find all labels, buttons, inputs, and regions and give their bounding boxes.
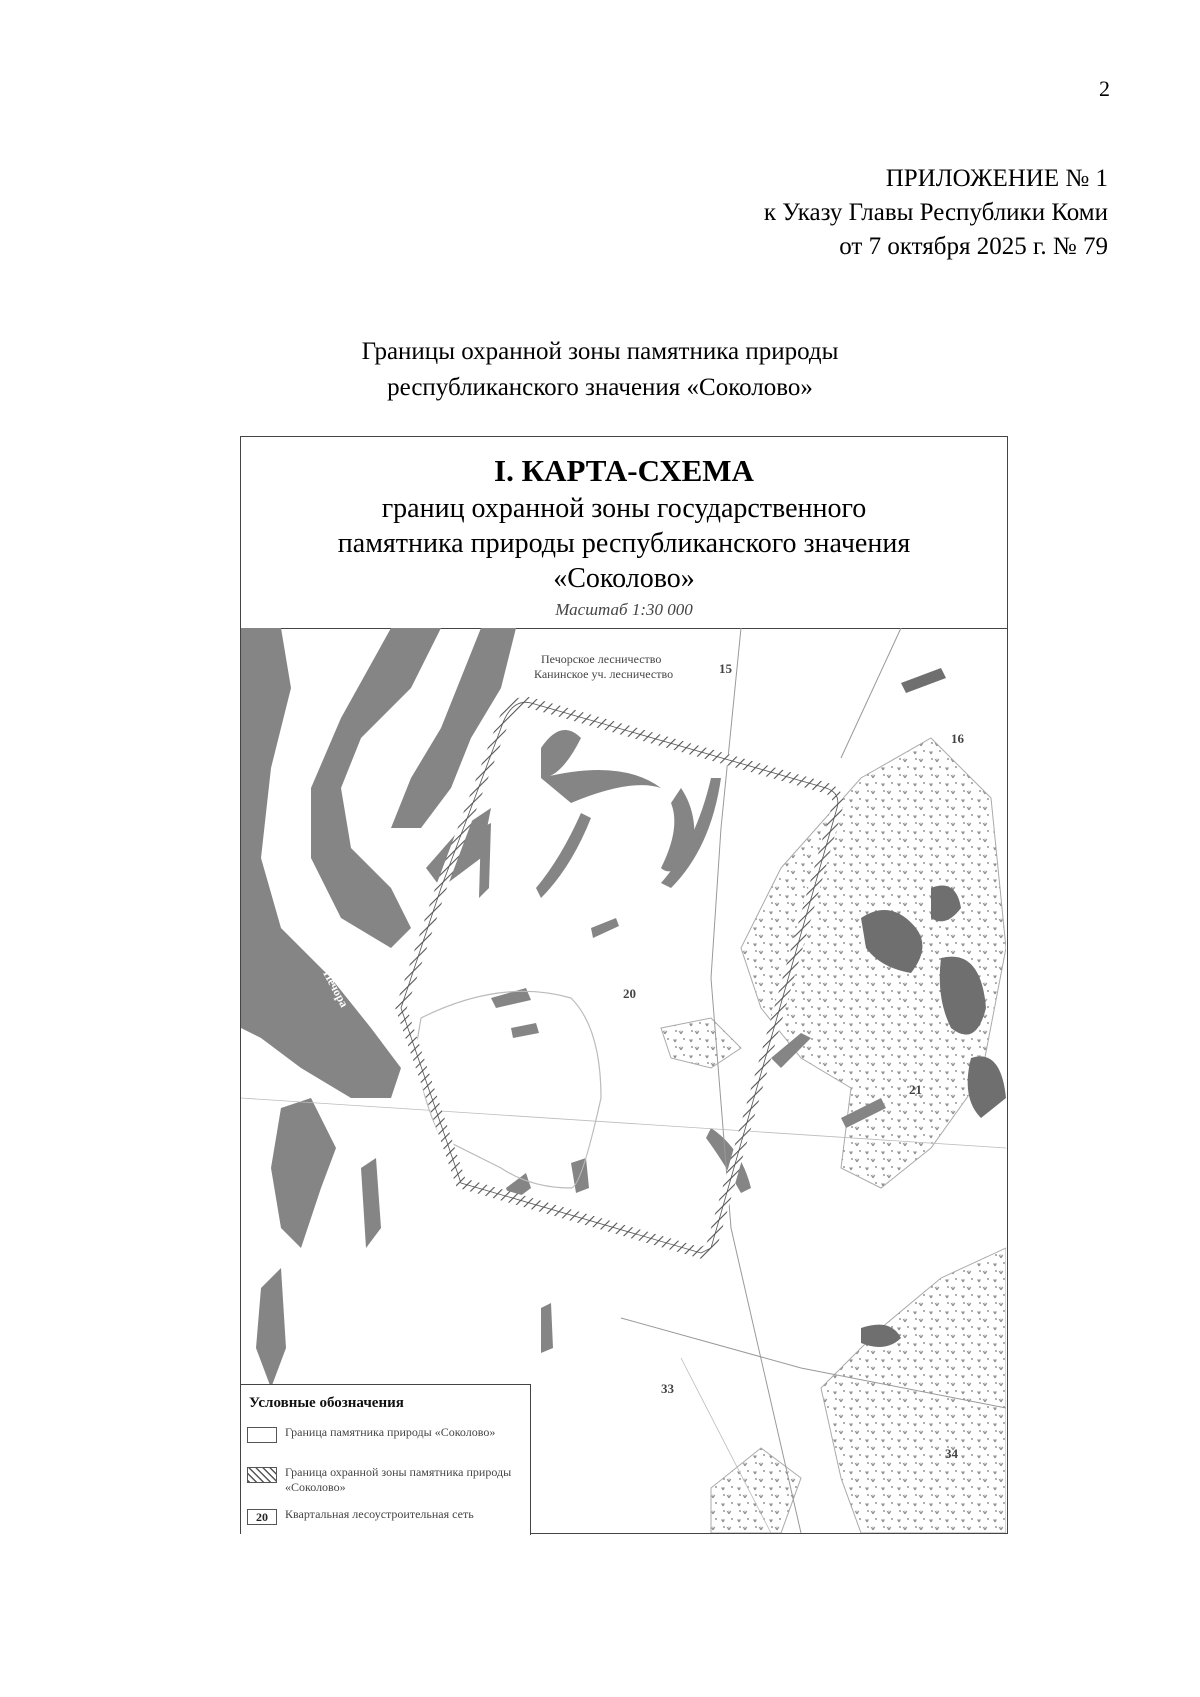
oxbow-lake (591, 918, 619, 938)
river-label: Печора (320, 967, 352, 1010)
legend-item-monument-boundary (247, 1425, 527, 1443)
oxbow-lake (511, 1023, 539, 1038)
quarter-label-16: 16 (951, 731, 964, 746)
map-subheading-line-3: «Соколово» (553, 563, 695, 594)
quarter-line (841, 628, 901, 758)
legend-symbol-plain (247, 1427, 277, 1443)
map-subheading-line-2: памятника природы республиканского значения (337, 528, 911, 559)
legend-text: Граница охранной зоны памятника природы «Соколово» (285, 1465, 512, 1494)
legend-text: Квартальная лесоустроительная сеть (285, 1507, 474, 1521)
quarter-label-34: 34 (945, 1446, 958, 1461)
quarter-label-33: 33 (661, 1381, 674, 1396)
quarter-label-20: 20 (623, 986, 636, 1001)
page-number: 2 (1099, 76, 1110, 101)
oxbow-lake (541, 1303, 553, 1353)
oxbow-lake (541, 770, 661, 803)
forestry-label-2: Канинское уч. лесничество (534, 667, 674, 681)
oxbow-lake (968, 1056, 1006, 1118)
appendix-line-1: ПРИЛОЖЕНИЕ № 1 (885, 165, 1108, 192)
river-branch (271, 1098, 336, 1248)
monument-boundary (416, 991, 601, 1188)
legend-title: Условные обозначения (249, 1395, 404, 1411)
legend-symbol-hatched (247, 1467, 277, 1483)
quarter-label-21: 21 (909, 1082, 922, 1097)
marsh-area (821, 1248, 1006, 1533)
legend-item-quarter-grid (247, 1507, 527, 1525)
appendix-line-2: к Указу Главы Республики Коми (763, 199, 1108, 226)
map-subheading-line-1: границ охранной зоны государственного (381, 493, 867, 524)
quarter-label-15: 15 (719, 661, 732, 676)
oxbow-lake (901, 668, 946, 693)
oxbow-lake (541, 730, 581, 778)
map-heading: I. КАРТА-СХЕМА (494, 453, 754, 488)
document-title-line-2: республиканского значения «Соколово» (387, 374, 813, 401)
oxbow-lake (536, 813, 591, 898)
legend-symbol-number: 20 (247, 1509, 277, 1525)
marsh-area (711, 1448, 801, 1533)
document-title-line-1: Границы охранной зоны памятника природы (361, 338, 839, 365)
appendix-block (764, 162, 1108, 264)
map-header (241, 437, 1007, 629)
legend-item-protection-zone (247, 1465, 527, 1495)
map-scale: Масштаб 1:30 000 (555, 600, 693, 619)
legend-text: Граница памятника природы «Соколово» (285, 1425, 496, 1439)
map-legend (241, 1384, 531, 1535)
appendix-line-3: от 7 октября 2025 г. № 79 (839, 233, 1108, 260)
document-title (0, 334, 1200, 406)
river-branch (361, 1158, 381, 1248)
forestry-label-1: Печорское лесничество (541, 652, 662, 666)
marsh-area (661, 1018, 741, 1068)
river-branch (256, 1268, 286, 1388)
map-frame (240, 436, 1008, 1534)
